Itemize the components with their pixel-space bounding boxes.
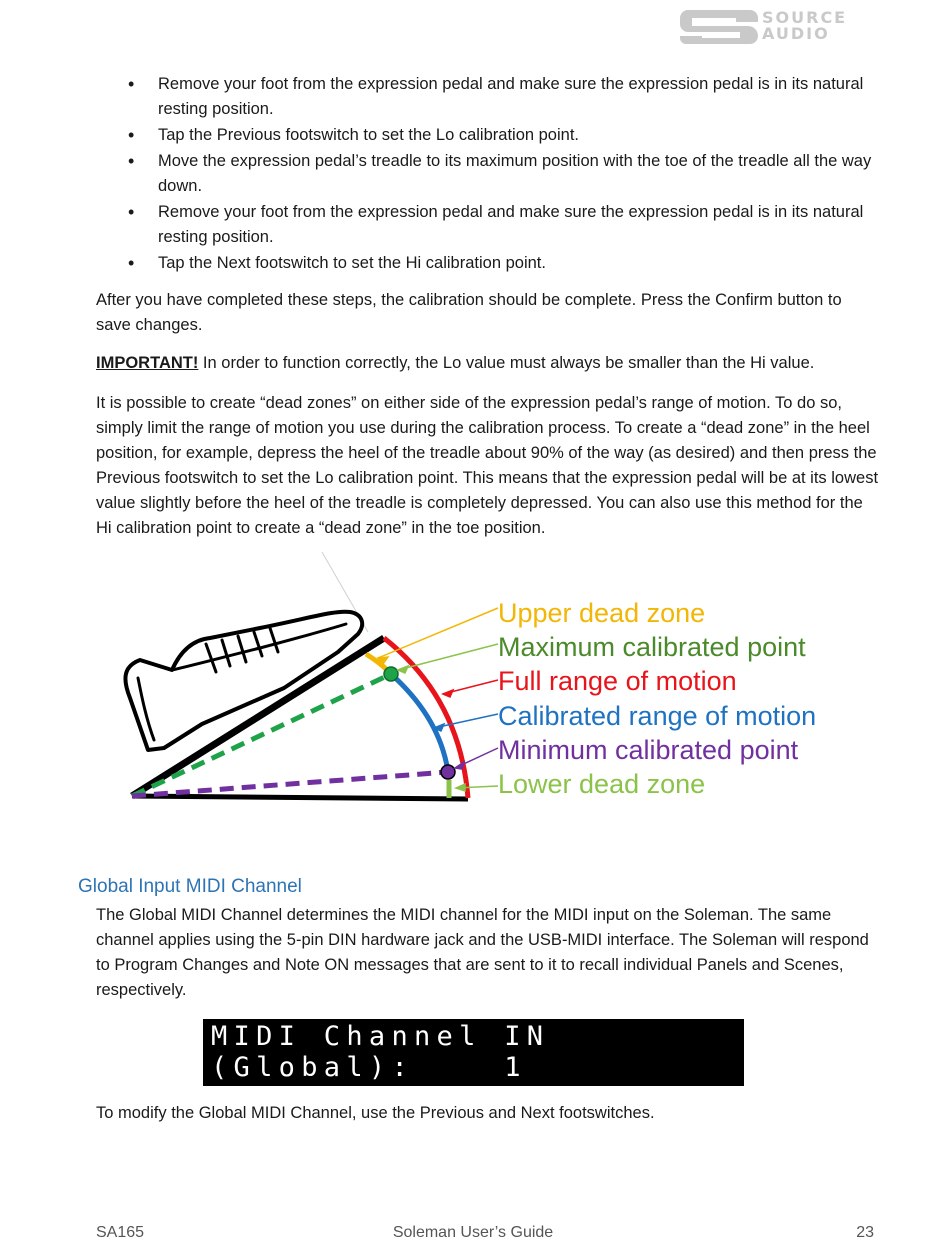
lcd-line-2: (Global): 1 [211,1052,527,1083]
pedal-base [132,796,468,799]
label-lower-dead-zone: Lower dead zone [498,769,706,799]
lcd-line-1: MIDI Channel IN [211,1021,550,1052]
label-minimum-calibrated-point: Minimum calibrated point [498,735,799,765]
completion-paragraph: After you have completed these steps, the calibration should be complete. Press the Confirm button to save changes. [96,291,842,334]
list-item: • Move the expression pedal’s treadle to its maximum position with the toe of the treadle all the way down. [128,149,878,199]
list-item: • Remove your foot from the expression pedal and make sure the expression pedal is in its natural resting position. [128,72,878,122]
lcd-display [203,1019,744,1086]
label-upper-dead-zone: Upper dead zone [498,598,706,628]
max-point [384,667,398,681]
section-heading: Global Input MIDI Channel [78,876,302,897]
label-full-range-of-motion: Full range of motion [498,666,737,696]
dead-zone-paragraph: It is possible to create “dead zones” on either side of the expression pedal’s range of motion. To do so, simply limit the range of motion you use during the calibration process. To create a “dead zone” in the heel position, for example, depress the heel of the treadle about 90% of the way (as desired) and then press the Previous footswitch to set the Lo calibration point. This means that the expression pedal will be at its lowest value slightly before the heel of the treadle is completely depressed. You can also use this method for the Hi calibration point to create a “dead zone” in the toe position. [96,394,879,537]
important-label: IMPORTANT! [96,354,199,372]
list-item: • Remove your foot from the expression pedal and make sure the expression pedal is in its natural resting position. [128,200,878,250]
logo-wordmark [762,10,847,42]
list-item: • Tap the Next footswitch to set the Hi calibration point. [128,251,878,276]
footer-title: Soleman User’s Guide [392,1224,554,1241]
label-maximum-calibrated-point: Maximum calibrated point [498,632,806,662]
list-item: • Tap the Previous footswitch to set the Lo calibration point. [128,123,878,148]
page-number: 23 [856,1224,874,1241]
important-paragraph [96,351,881,376]
label-calibrated-range-of-motion: Calibrated range of motion [498,701,817,731]
dead-zone-diagram [110,548,870,818]
important-text: In order to function correctly, the Lo value must always be smaller than the Hi value. [198,354,815,372]
calibrated-range-arc [391,674,448,772]
logo-text-line1: SOURCE [762,8,848,27]
section-body: The Global MIDI Channel determines the MIDI channel for the MIDI input on the Soleman. The same channel applies using the 5-pin DIN hardware jack and the USB-MIDI interface. The Soleman will respond to Program Changes and Note ON messages that are sent to it to recall individual Panels and Scenes, respectively. [96,906,869,999]
calibration-steps-list [128,72,878,277]
min-point [441,765,455,779]
logo-text-line2: AUDIO [762,24,830,43]
footer-doc-id: SA165 [96,1224,145,1241]
final-paragraph: To modify the Global MIDI Channel, use the Previous and Next footswitches. [96,1104,655,1122]
